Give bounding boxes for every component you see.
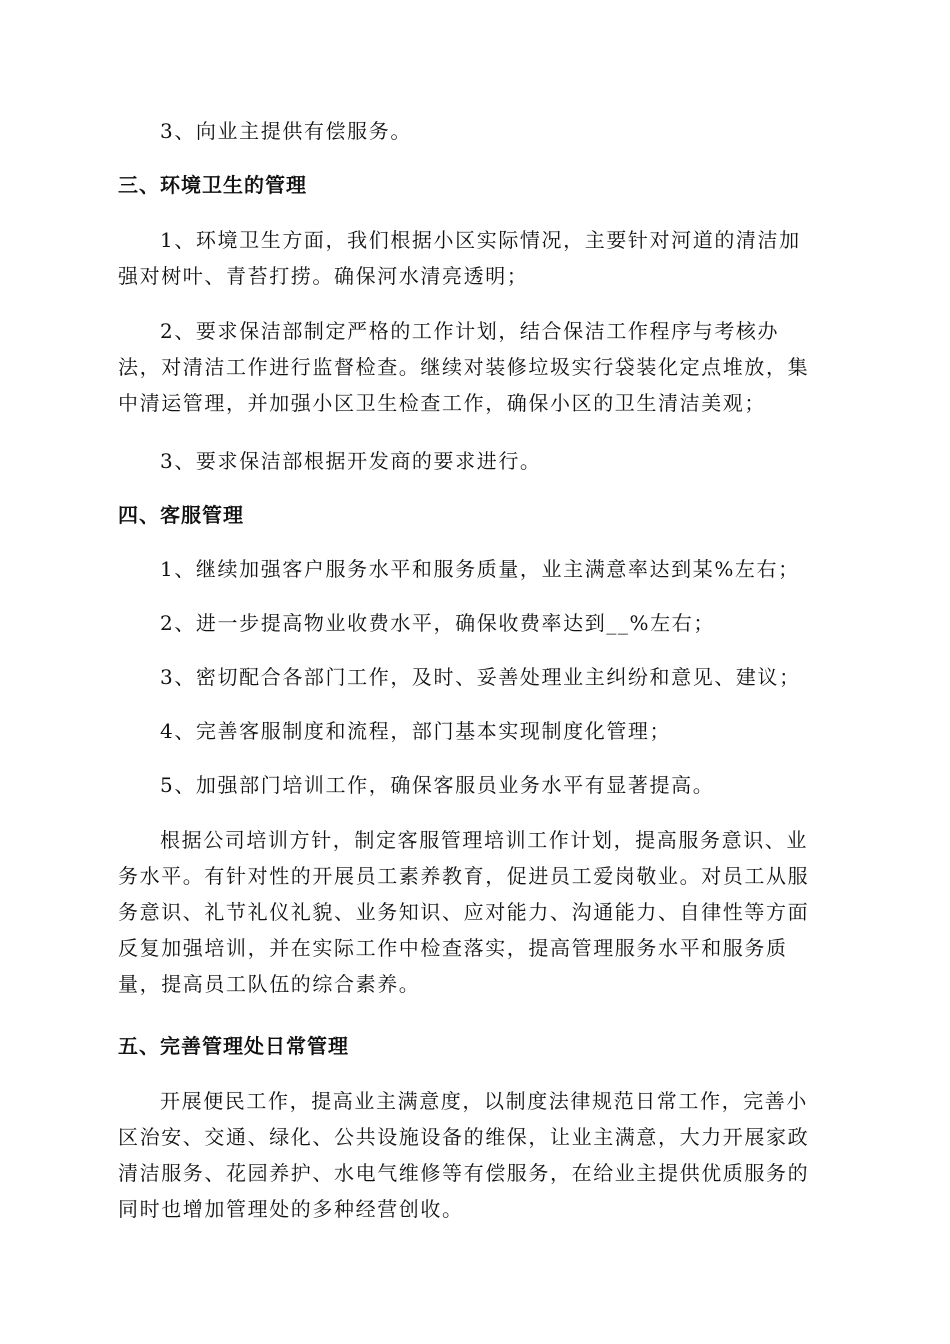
paragraph-line: 务水平。有针对性的开展员工素养教育，促进员工爱岗敬业。对员工从服	[118, 864, 810, 888]
list-item: 4、完善客服制度和流程，部门基本实现制度化管理；	[160, 719, 672, 743]
paragraph-line: 1、环境卫生方面，我们根据小区实际情况，主要针对河道的清洁加	[160, 228, 801, 252]
paragraph-line: 强对树叶、青苔打捞。确保河水清亮透明；	[118, 264, 529, 288]
paragraph-line: 反复加强培训，并在实际工作中检查落实，提高管理服务水平和服务质	[118, 936, 788, 960]
paragraph-line: 2、要求保洁部制定严格的工作计划，结合保洁工作程序与考核办	[160, 319, 780, 343]
paragraph-line: 3、要求保洁部根据开发商的要求进行。	[160, 449, 542, 473]
list-item: 1、继续加强客户服务水平和服务质量，业主满意率达到某%左右；	[160, 557, 800, 581]
paragraph-line: 清洁服务、花园养护、水电气维修等有偿服务，在给业主提供优质服务的	[118, 1161, 810, 1185]
paragraph-line: 中清运管理，并加强小区卫生检查工作，确保小区的卫生清洁美观；	[118, 391, 766, 415]
paragraph-line: 量，提高员工队伍的综合素养。	[118, 972, 421, 996]
paragraph-line: 务意识、礼节礼仪礼貌、业务知识、应对能力、沟通能力、自律性等方面	[118, 900, 810, 924]
section-heading-environment-hygiene: 三、环境卫生的管理	[118, 173, 307, 197]
list-item-provide-paid-services: 3、向业主提供有偿服务。	[160, 119, 412, 143]
list-item: 5、加强部门培训工作，确保客服员业务水平有显著提高。	[160, 773, 715, 797]
paragraph-line: 法，对清洁工作进行监督检查。继续对装修垃圾实行袋装化定点堆放，集	[118, 355, 810, 379]
paragraph-line: 区治安、交通、绿化、公共设施设备的维保，让业主满意，大力开展家政	[118, 1125, 810, 1149]
paragraph-line: 同时也增加管理处的多种经营创收。	[118, 1197, 464, 1221]
section-heading-customer-service: 四、客服管理	[118, 503, 244, 527]
list-item: 3、密切配合各部门工作，及时、妥善处理业主纠纷和意见、建议；	[160, 665, 801, 689]
paragraph-line: 根据公司培训方针，制定客服管理培训工作计划，提高服务意识、业	[160, 828, 808, 852]
section-heading-daily-management: 五、完善管理处日常管理	[118, 1034, 349, 1058]
list-item: 2、进一步提高物业收费水平，确保收费率达到__%左右；	[160, 611, 715, 635]
paragraph-line: 开展便民工作，提高业主满意度，以制度法律规范日常工作，完善小	[160, 1089, 808, 1113]
